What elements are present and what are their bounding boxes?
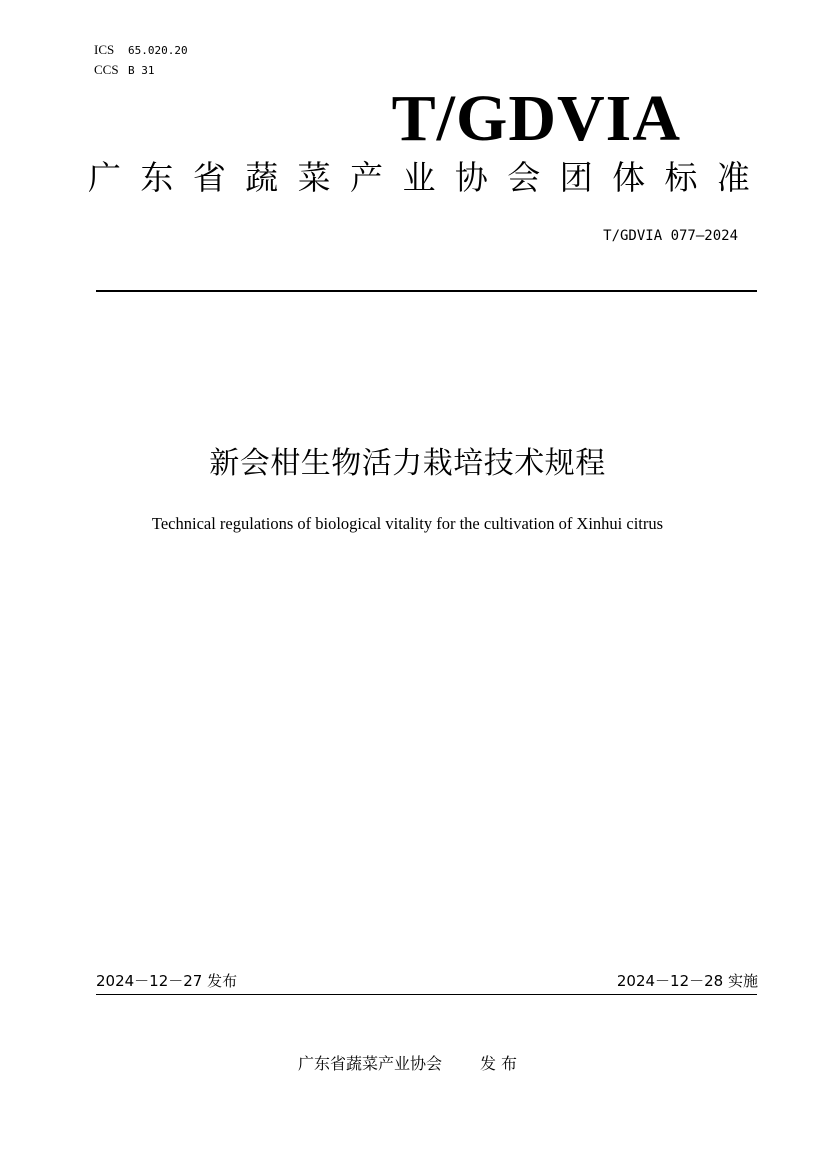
issuer-organization: 广东省蔬菜产业协会 (297, 1054, 442, 1073)
implementation-date: 2024－12－28 实施 (616, 972, 758, 990)
org-title-char: 标 (664, 158, 698, 197)
org-title-char: 团 (559, 158, 593, 197)
org-title-char: 产 (350, 158, 384, 197)
ccs-code (94, 60, 188, 80)
bottom-divider (96, 994, 757, 995)
ics-label: ICS (94, 42, 115, 57)
org-title-char: 蔬 (245, 158, 279, 197)
org-title-char: 菜 (297, 158, 331, 197)
classification-codes (94, 40, 188, 80)
standard-brand-mark: T/GDVIA (391, 82, 681, 155)
ics-code (94, 40, 188, 60)
standard-number: T/GDVIA 077—2024 (603, 228, 738, 244)
org-title-char: 东 (140, 158, 174, 197)
ccs-label: CCS (94, 62, 119, 77)
issuer-line (0, 1053, 815, 1075)
org-title-char: 协 (454, 158, 488, 197)
top-divider (96, 290, 757, 292)
org-title-char: 体 (612, 158, 646, 197)
ics-value: 65.020.20 (128, 44, 188, 57)
org-title-char: 省 (192, 158, 226, 197)
org-title-char: 会 (507, 158, 541, 197)
document-title-chinese: 新会柑生物活力栽培技术规程 (209, 446, 606, 481)
issuer-action: 发 布 (479, 1054, 518, 1073)
publish-date: 2024－12－27 发布 (96, 972, 238, 990)
org-title-char: 广 (88, 158, 121, 197)
ccs-value: B 31 (128, 64, 155, 77)
organization-standard-title (88, 156, 750, 200)
document-title-english: Technical regulations of biological vitality for the cultivation of Xinhui citrus (151, 514, 664, 533)
org-title-char: 准 (716, 158, 750, 197)
org-title-char: 业 (402, 158, 436, 197)
